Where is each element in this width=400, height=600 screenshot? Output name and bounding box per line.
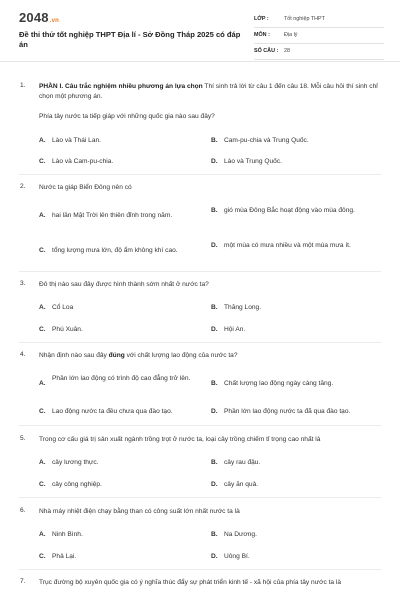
- question-text: Phía tây nước ta tiếp giáp với những quốc gia nào sau đây?: [39, 113, 215, 120]
- site-logo[interactable]: 2048.vn: [19, 10, 60, 25]
- meta-row-class: [254, 13, 384, 28]
- meta-value: 28: [284, 48, 290, 54]
- question-number: 4.: [20, 351, 26, 358]
- meta-label: LỚP :: [254, 16, 269, 22]
- divider: [19, 271, 381, 272]
- question-text: Trục đường bộ xuyên quốc gia có ý nghĩa thúc đẩy sự phát triển kinh tế - xã hội của phía tây nước ta là: [39, 579, 342, 586]
- question-number: 5.: [20, 435, 26, 442]
- question-number: 2.: [20, 183, 26, 190]
- question-number: 1.: [20, 82, 26, 89]
- divider: [19, 342, 381, 343]
- question-text: Đô thị nào sau đây được hình thành sớm nhất ở nước ta?: [39, 281, 209, 288]
- question-text: Nước ta giáp Biển Đông nên có: [39, 184, 132, 191]
- meta-value: Địa lý: [284, 32, 298, 38]
- page: 2048.vn Đề thi thử tốt nghiệp THPT Địa lí - Sở Đồng Tháp 2025 có đáp án LỚP : Tốt nghiệp THPT MÔN : Địa lý SỐ CÂU : 28 1. PHẦN I. Câu trắc nghiệm nhiều phương án lựa chọn Thí sinh trả lời từ câu 1 đến câu 18. Mỗi câu hỏi thí sinh chỉ chọn một phương án. Phía tây nước ta tiếp giáp với những quốc gia nào sau đây? A. Lào và Thái Lan. B. Cam-pu-chia và Trung Quốc. C. Lào và Cam-pu-chia. D. Lào và Trung Quốc. 2. Nước ta giáp Biển Đông nên có A. hai lần Mặt Trời lên thiên đỉnh trong năm. B. gió mùa Đông Bắc hoạt động vào mùa đông. C. tổng lượng mưa lớn, độ ẩm không khí cao. D. một mùa có mưa nhiều và một mùa mưa ít. 3. Đô thị nào sau đây được hình thành sớm nhất ở nước ta? A. Cổ Loa B. Thăng Long. C. Phú Xuân. D. Hội An. 4. Nhận định nào sau đây đúng với chất lượng lao động của nước ta? A. Phần lớn lao động có trình độ cao đẳng trở lên. B. Chất lượng lao động ngày càng tăng. C. Lao động nước ta đều chưa qua đào tạo. D. Phần lớn lao động nước ta đã qua đào tạo. 5. Trong cơ cấu giá trị sản xuất ngành trồng trọt ở nước ta, loại cây trồng chiếm tỉ trọng cao nhất là A. cây lương thực. B. cây rau đậu. C. cây công nghiệp. D. cây ăn quả. 6. Nhà máy nhiệt điện chạy bằng than có công suất lớn nhất nước ta là A. Ninh Bình. B. Na Dương. C. Phả Lại. D. Uông Bí. 7. Trục đường bộ xuyên quốc gia có ý nghĩa thúc đẩy sự phát triển kinh tế - xã hội của phía tây nước ta là: [0, 0, 400, 600]
- divider: [19, 497, 381, 498]
- question-number: 7.: [20, 578, 26, 585]
- meta-label: MÔN :: [254, 32, 270, 38]
- exam-meta: [254, 13, 384, 61]
- meta-row-subject: [254, 29, 384, 44]
- meta-label: SỐ CÂU :: [254, 48, 279, 54]
- divider: [19, 425, 381, 426]
- part-intro: PHẦN I. Câu trắc nghiệm nhiều phương án lựa chọn Thí sinh trả lời từ câu 1 đến câu 18. Mỗi câu hỏi thí sinh chỉ chọn một phương án.: [39, 83, 378, 100]
- question-number: 3.: [20, 280, 26, 287]
- document-title: Đề thi thử tốt nghiệp THPT Địa lí - Sở Đồng Tháp 2025 có đáp án: [19, 30, 241, 49]
- page-header: [0, 0, 400, 62]
- question-text: Trong cơ cấu giá trị sản xuất ngành trồng trọt ở nước ta, loại cây trồng chiếm tỉ trọng cao nhất là: [39, 436, 321, 443]
- question-text: Nhận định nào sau đây đúng với chất lượng lao động của nước ta?: [39, 352, 238, 359]
- divider: [19, 569, 381, 570]
- question-number: 6.: [20, 507, 26, 514]
- meta-row-count: [254, 45, 384, 60]
- meta-value: Tốt nghiệp THPT: [284, 16, 325, 22]
- divider: [19, 174, 381, 175]
- question-text: Nhà máy nhiệt điện chạy bằng than có công suất lớn nhất nước ta là: [39, 508, 240, 515]
